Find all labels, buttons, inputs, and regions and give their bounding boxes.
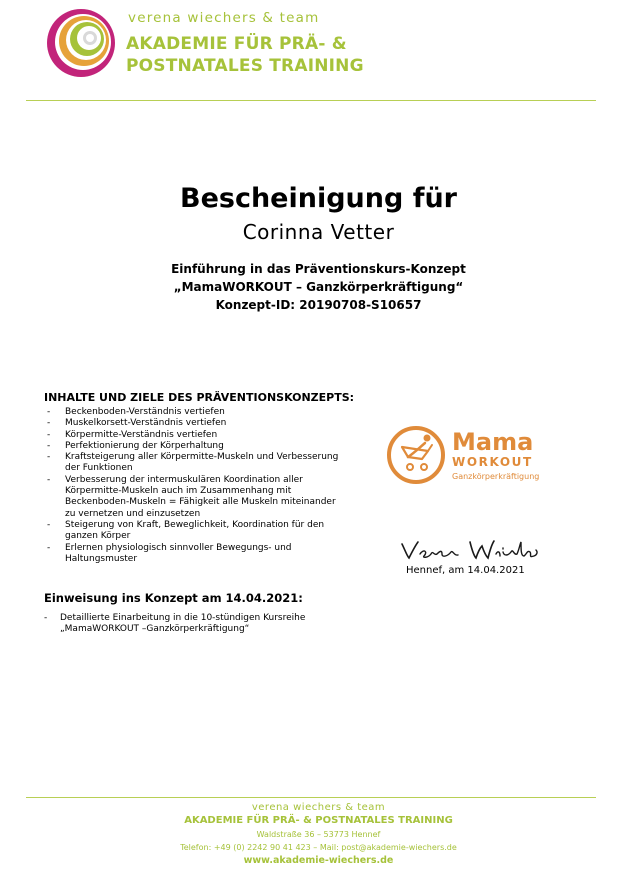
list-item: - Verbesserung der intermuskulären Koordination aller Körpermitte-Muskeln auch im Zusammenhang mit Beckenboden-Muskeln = Fähigkeit alle Muskeln miteinander zu vernetzen und einzusetzen	[47, 474, 336, 519]
goals-heading: INHALTE UND ZIELE DES PRÄVENTIONSKONZEPTS:	[44, 391, 355, 404]
list-item: - Kraftsteigerung aller Körpermitte-Muskeln und Verbesserung der Funktionen	[47, 452, 339, 474]
concept-id: Konzept-ID: 20190708-S10657	[215, 298, 422, 312]
mama-workout-logo-subtitle: Ganzkörperkräftigung	[452, 472, 540, 481]
goals-list	[44, 407, 344, 565]
concentric-rings-logo-icon	[44, 6, 118, 80]
list-item: - Beckenboden-Verständnis vertiefen	[47, 407, 225, 417]
header-academy-line-2: POSTNATALES TRAINING	[126, 56, 364, 76]
header-team-name: verena wiechers & team	[128, 10, 320, 26]
recipient-name: Corinna Vetter	[242, 220, 395, 244]
place-and-date: Hennef, am 14.04.2021	[406, 565, 525, 576]
header-academy-line-1: AKADEMIE FÜR PRÄ- &	[126, 34, 347, 54]
header-divider	[26, 100, 596, 101]
list-item: - Erlernen physiologisch sinnvoller Bewegungs- und Haltungsmuster	[47, 542, 292, 564]
certificate-title: Bescheinigung für	[179, 183, 457, 214]
footer-academy-name: AKADEMIE FÜR PRÄ- & POSTNATALES TRAINING	[184, 815, 453, 826]
course-name: „MamaWORKOUT – Ganzkörperkräftigung“	[173, 280, 464, 294]
list-item: - Muskelkorsett-Verständnis vertiefen	[47, 418, 227, 429]
handwritten-signature	[396, 536, 542, 564]
introduction-heading: Einweisung ins Konzept am 14.04.2021:	[44, 591, 303, 605]
course-intro-line: Einführung in das Präventionskurs-Konzept	[171, 262, 466, 276]
list-item: - Körpermitte-Verständnis vertiefen	[47, 429, 218, 440]
footer-divider	[26, 797, 596, 798]
footer-address: Waldstraße 36 – 53773 Hennef	[256, 830, 381, 839]
list-item: - Perfektionierung der Körperhaltung	[47, 440, 224, 451]
footer-team-name: verena wiechers & team	[251, 802, 386, 813]
mama-workout-logo-workout: WORKOUT	[452, 455, 533, 469]
list-item: - Steigerung von Kraft, Beweglichkeit, Koordination für den ganzen Körper	[47, 519, 325, 542]
footer-contact: Telefon: +49 (0) 2242 90 41 423 – Mail: post@akademie-wiechers.de	[180, 843, 457, 852]
footer-website-link[interactable]: www.akademie-wiechers.de	[243, 855, 394, 866]
mama-workout-logo-mama: Mama	[452, 428, 534, 456]
introduction-item: - Detaillierte Einarbeitung in die 10-stündigen Kursreihe „MamaWORKOUT –Ganzkörperkräftigung“	[44, 613, 306, 635]
